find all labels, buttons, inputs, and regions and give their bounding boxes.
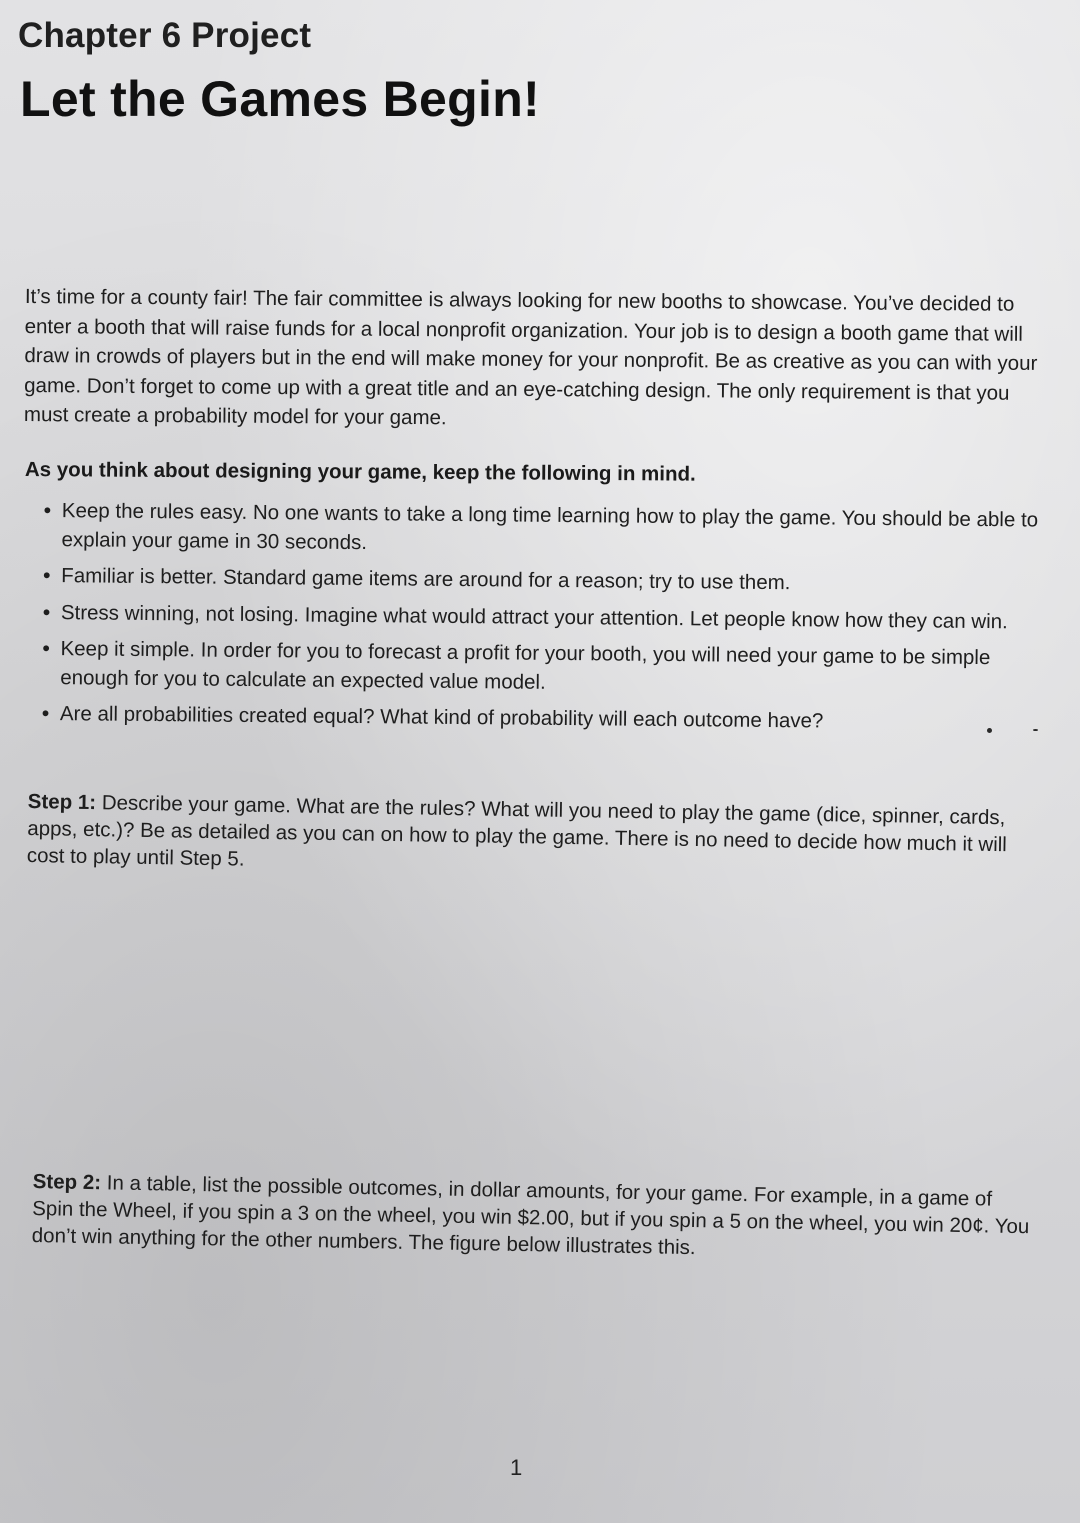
intro-paragraph: It’s time for a county fair! The fair committee is always looking for new booths to showcase. You’ve decided to enter a booth that will raise funds for a local nonprofit organization. Your job is to design a booth game that will draw in crowds of players but in the end will make money for your nonprofit. Be as creative as you can with your game. Don’t forget to come up with a great title and an eye-catching design. The only requirement is that you must create a probability model for your game.: [23, 284, 1038, 430]
list-item-text: Stress winning, not losing. Imagine what would attract your attention. Let people know how they can win.: [60, 600, 1008, 633]
step-2-text: In a table, list the possible outcomes, in dollar amounts, for your game. For example, in a game of Spin the Wheel, if you spin a 3 on the wheel, you win $2.00, but if you spin a 5 on the wheel, you win 20¢. You don’t win anything for the other numbers. The figure below illustrates this.: [31, 1171, 1030, 1260]
list-item: [43, 562, 1043, 600]
page-title: Let the Games Begin!: [20, 71, 540, 127]
bullet-icon: •: [42, 636, 50, 661]
ink-speck: [987, 728, 992, 733]
ink-speck: [1033, 729, 1038, 731]
list-item-text: Familiar is better. Standard game items are around for a reason; try to use them.: [61, 564, 791, 595]
considerations-heading: As you think about designing your game, keep the following in mind.: [24, 458, 696, 486]
bullet-icon: •: [43, 563, 51, 588]
list-item: [43, 598, 1043, 636]
bullet-icon: •: [42, 600, 51, 624]
step-2-instructions: [32, 1168, 1033, 1267]
step-2-label: Step 2:: [32, 1169, 102, 1195]
list-item-text: Keep the rules easy. No one wants to take a long time learning how to play the game. You should be able to explain your game in 30 seconds.: [61, 499, 1039, 554]
step-1-label: Step 1:: [27, 789, 97, 815]
list-item-text: Keep it simple. In order for you to forecast a profit for your booth, you will need your game to be simple enough for you to calculate an expected value model.: [60, 637, 991, 694]
step-1-text: Describe your game. What are the rules? What will you need to play the game (dice, spinner, cards, apps, etc.)? Be as detailed as you can on how to play the game. There is no need to decide how much it will cost to play until Step 5.: [26, 791, 1008, 871]
list-item: [42, 700, 1042, 738]
bullet-icon: •: [41, 701, 50, 726]
bullet-icon: •: [43, 498, 52, 523]
considerations-list: [42, 497, 1044, 746]
list-item-text: Are all probabilities created equal? What kind of probability will each outcome have?: [59, 702, 824, 733]
page-number: 1: [510, 1455, 523, 1480]
list-item: [42, 635, 1043, 702]
list-item: [43, 497, 1044, 564]
chapter-label: Chapter 6 Project: [18, 16, 312, 55]
step-1-instructions: [27, 788, 1018, 885]
